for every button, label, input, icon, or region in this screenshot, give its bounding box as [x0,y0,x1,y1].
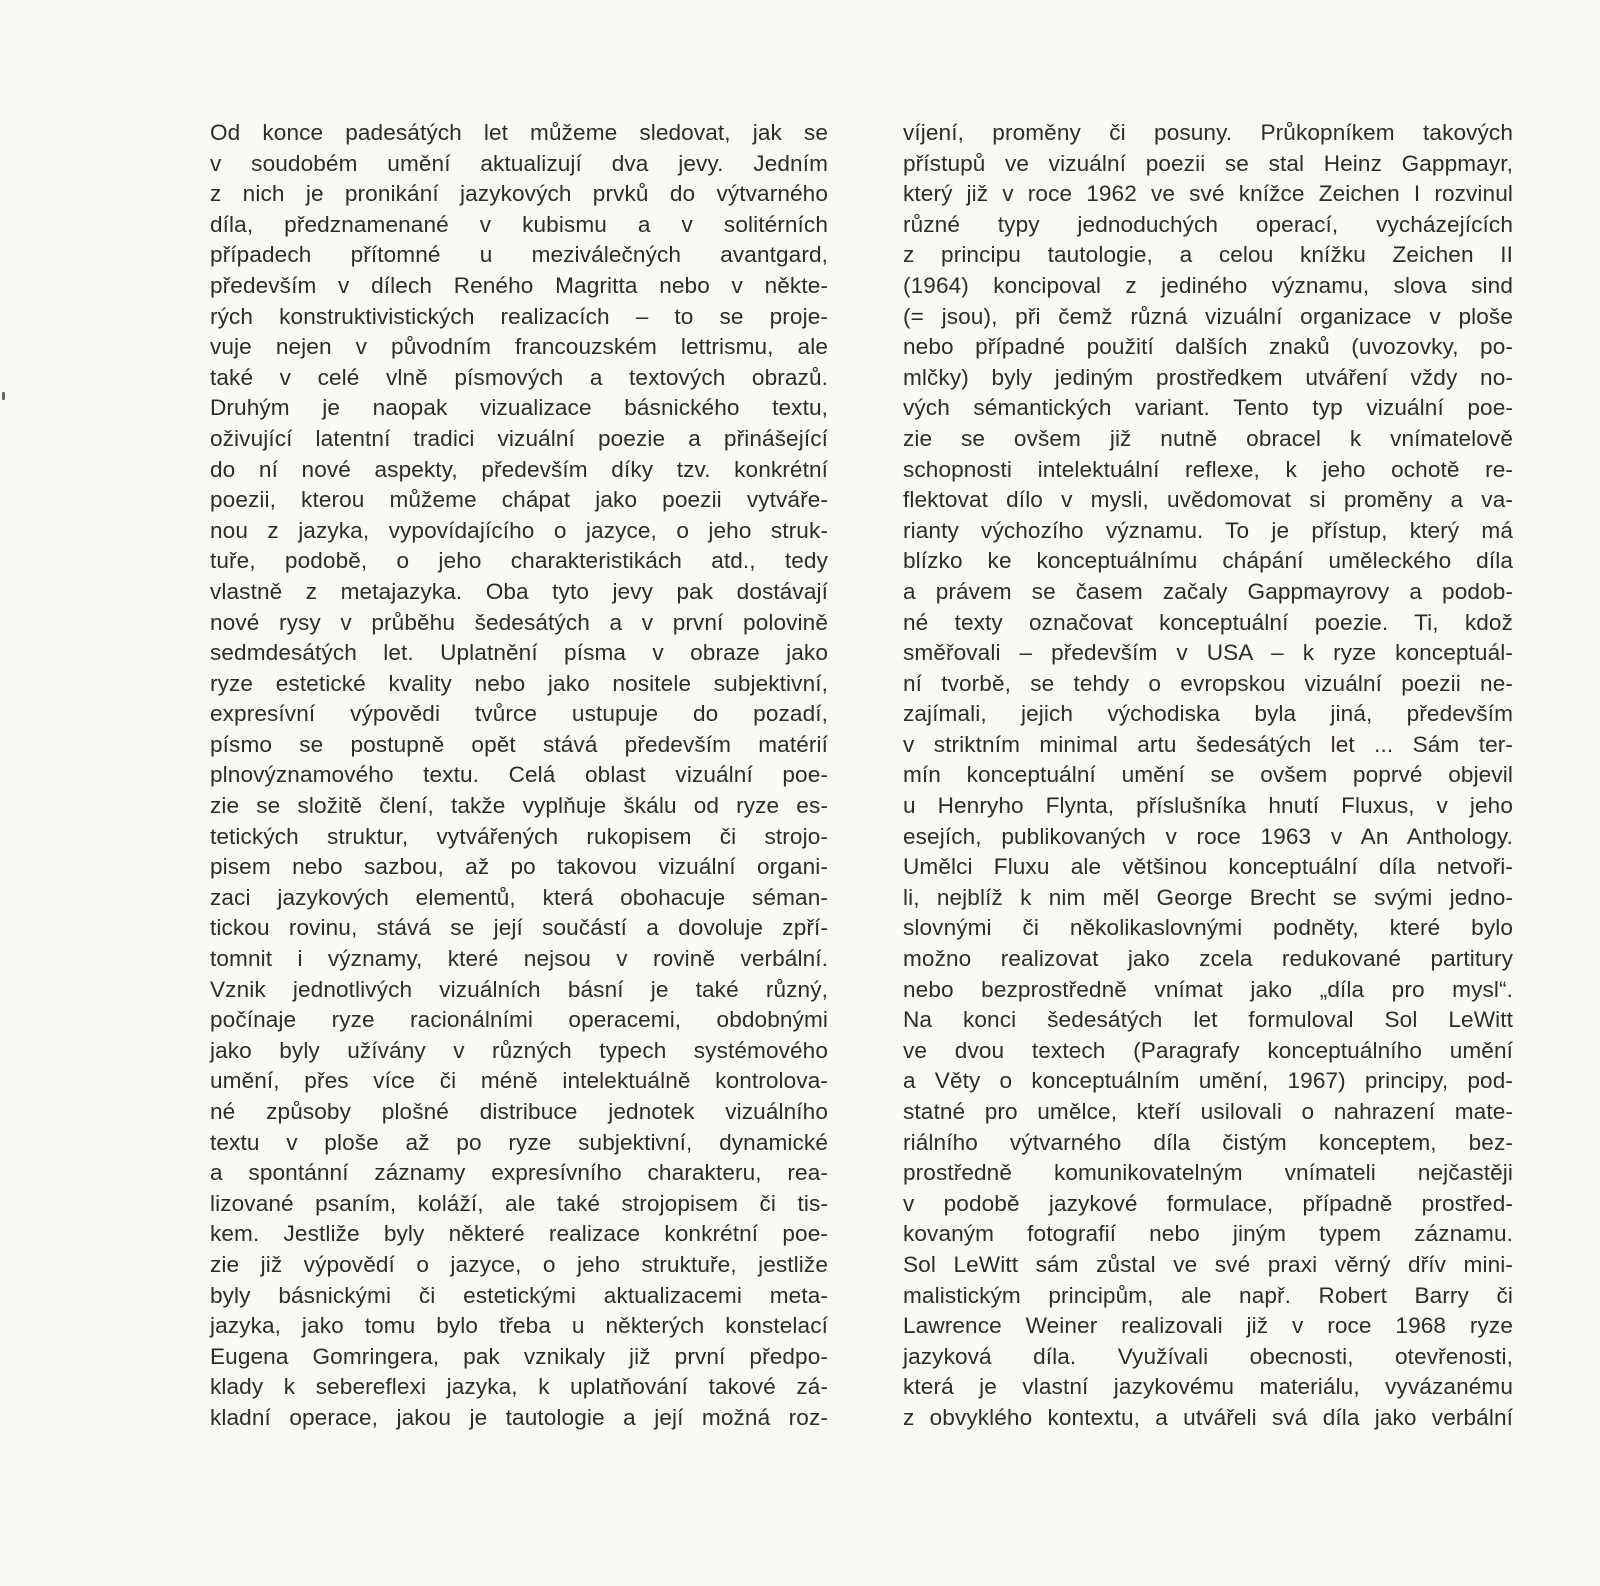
left-column-line: písmo se postupně opět stává především matérií [210,731,828,757]
right-column-line: zajímali, jejich východiska byla jiná, především [903,701,1513,727]
left-column-line: sedmdesátých let. Uplatnění písma v obraze jako [210,640,828,666]
right-column-line: která je vlastní jazykovému materiálu, vyvázanému [903,1374,1513,1400]
left-column-line: né způsoby plošné distribuce jednotek vizuálního [210,1099,828,1124]
left-column-line: ryze estetické kvality nebo jako nositele subjektivní, [210,670,828,696]
right-column-line: Sol LeWitt sám zůstal ve své praxi věrný dřív mini- [903,1251,1513,1277]
left-column-line: z nich je pronikání jazykových prvků do výtvarného [210,181,828,207]
right-column-line: slovnými či několikaslovnými podněty, které bylo [903,915,1513,941]
right-column-line: směřovali – především v USA – k ryze konceptuál- [903,640,1513,666]
left-column-line: klady k sebereflexi jazyka, k uplatňování takové zá- [210,1374,828,1400]
left-column-line: Od konce padesátých let můžeme sledovat, jak se [210,120,828,145]
left-column-line: kem. Jestliže byly některé realizace konkrétní poe- [210,1221,828,1247]
right-column-line: né texty označovat konceptuální poezie. Ti, kdož [903,609,1513,635]
left-column-line: v soudobém umění aktualizují dva jevy. Jedním [210,150,828,176]
right-column-line: v podobě jazykové formulace, případně prostřed- [903,1190,1513,1216]
left-column-line: a spontánní záznamy expresívního charakteru, rea- [210,1160,828,1186]
left-column-line: především v dílech Reného Magritta nebo v někte- [210,272,828,298]
left-column-line: byly básnickými či estetickými aktualizacemi meta- [210,1282,828,1308]
left-column-line: Eugena Gomringera, pak vznikaly již první předpo- [210,1343,828,1369]
right-column-line: riálního výtvarného díla čistým konceptem, bez- [903,1129,1513,1155]
left-column-line: díla, předznamenané v kubismu a v solitérních [210,211,828,237]
left-column-line: tickou rovinu, stává se její součástí a dovoluje zpří- [210,915,828,941]
right-text-column [903,118,1513,1434]
right-column-line: Lawrence Weiner realizovali již v roce 1968 ryze [903,1313,1513,1339]
left-column-line: umění, přes více či méně intelektuálně kontrolova- [210,1068,828,1094]
right-column-line: u Henryho Flynta, příslušníka hnutí Fluxus, v jeho [903,793,1513,819]
left-column-line: tomnit i významy, které nejsou v rovině verbální. [210,946,828,972]
left-column-line: zie již výpovědí o jazyce, o jeho struktuře, jestliže [210,1251,828,1277]
right-column-line: mlčky) byly jediným prostředkem utváření vždy no- [903,364,1513,390]
left-column-line: pisem nebo sazbou, až po takovou vizuální organi- [210,854,828,880]
right-column-line: víjení, proměny či posuny. Průkopníkem takových [903,120,1513,145]
right-column-line: li, nejblíž k nim měl George Brecht se svými jedno- [903,884,1513,910]
left-column-line: Druhým je naopak vizualizace básnického textu, [210,395,828,421]
left-column-line: textu v ploše až po ryze subjektivní, dynamické [210,1129,828,1155]
left-column-line: zaci jazykových elementů, která obohacuje séman- [210,884,828,910]
right-column-line: esejích, publikovaných v roce 1963 v An Anthology. [903,823,1513,849]
right-column-line: rianty výchozího významu. To je přístup, který má [903,517,1513,543]
right-column-line: a právem se časem začaly Gappmayrovy a podob- [903,578,1513,604]
right-column-line: malistickým principům, ale např. Robert Barry či [903,1282,1513,1308]
right-column-line: zie se ovšem již nutně obracel k vnímatelově [903,425,1513,451]
left-column-line: plnovýznamového textu. Celá oblast vizuální poe- [210,762,828,788]
right-column-line: schopnosti intelektuální reflexe, k jeho ochotě re- [903,456,1513,482]
left-column-line: expresívní výpovědi tvůrce ustupuje do pozadí, [210,701,828,727]
right-column-line: v striktním minimal artu šedesátých let ... Sám ter- [903,731,1513,757]
left-column-line: jazyka, jako tomu bylo třeba u některých konstelací [210,1313,828,1339]
left-column-line: tetických struktur, vytvářených rukopisem či strojo- [210,823,828,849]
right-column-line: jazyková díla. Využívali obecnosti, otevřenosti, [903,1343,1513,1369]
left-column-line: Vznik jednotlivých vizuálních básní je také různý, [210,976,828,1002]
left-column-line: jako byly užívány v různých typech systémového [210,1037,828,1063]
right-column-line: z obvyklého kontextu, a utvářeli svá díla jako verbální [903,1404,1513,1430]
left-column-line: nou z jazyka, vypovídajícího o jazyce, o jeho struk- [210,517,828,543]
right-column-line: nebo případné použití dalších znaků (uvozovky, po- [903,334,1513,360]
left-column-line: rých konstruktivistických realizacích – to se proje- [210,303,828,329]
right-column-line: (1964) koncipoval z jediného významu, slova sind [903,272,1513,298]
left-column-line: případech přítomné u meziválečných avantgard, [210,242,828,268]
left-column-line: poezii, kterou můžeme chápat jako poezii vytváře- [210,487,828,513]
right-column-line: prostředně komunikovatelným vnímateli nejčastěji [903,1160,1513,1186]
right-column-line: a Věty o konceptuálním umění, 1967) principy, pod- [903,1068,1513,1094]
left-column-line: tuře, podobě, o jeho charakteristikách atd., tedy [210,548,828,574]
right-column-line: kovaným fotografií nebo jiným typem záznamu. [903,1221,1513,1247]
right-column-line: možno realizovat jako zcela redukované partitury [903,946,1513,972]
right-column-line: vých sémantických variant. Tento typ vizuální poe- [903,395,1513,421]
right-column-line: statné pro umělce, kteří usilovali o nahrazení mate- [903,1099,1513,1124]
right-column-line: blízko ke konceptuálnímu chápání uměleckého díla [903,548,1513,574]
left-column-line: kladní operace, jakou je tautologie a její možná roz- [210,1404,828,1430]
left-column-line: lizované psaním, koláží, ale také strojopisem či tis- [210,1190,828,1216]
right-column-line: z principu tautologie, a celou knížku Zeichen II [903,242,1513,268]
left-column-line: nové rysy v průběhu šedesátých a v první polovině [210,609,828,635]
right-column-line: Umělci Fluxu ale většinou konceptuální díla netvoři- [903,854,1513,880]
right-column-line: různé typy jednoduchých operací, vycházejících [903,211,1513,237]
right-column-line: (= jsou), při čemž různá vizuální organizace v ploše [903,303,1513,329]
right-column-line: přístupů ve vizuální poezii se stal Heinz Gappmayr, [903,150,1513,176]
left-column-line: vlastně z metajazyka. Oba tyto jevy pak dostávají [210,578,828,604]
left-text-column [210,118,828,1434]
right-column-line: Na konci šedesátých let formuloval Sol LeWitt [903,1007,1513,1033]
left-column-line: počínaje ryze racionálními operacemi, obdobnými [210,1007,828,1033]
right-column-line: ní tvorbě, se tehdy o evropskou vizuální poezii ne- [903,670,1513,696]
left-column-line: oživující latentní tradici vizuální poezie a přinášející [210,425,828,451]
right-column-line: mín konceptuální umění se ovšem poprvé objevil [903,762,1513,788]
right-column-line: ve dvou textech (Paragrafy konceptuálního umění [903,1037,1513,1063]
left-column-line: do ní nové aspekty, především díky tzv. konkrétní [210,456,828,482]
right-column-line: který již v roce 1962 ve své knížce Zeichen I rozvinul [903,181,1513,207]
right-column-line: nebo bezprostředně vnímat jako „díla pro mysl“. [903,976,1513,1002]
page-edge-mark [2,392,5,400]
left-column-line: také v celé vlně písmových a textových obrazů. [210,364,828,390]
right-column-line: flektovat dílo v mysli, uvědomovat si proměny a va- [903,487,1513,513]
left-column-line: zie se složitě člení, takže vyplňuje škálu od ryze es- [210,793,828,819]
left-column-line: vuje nejen v původním francouzském lettrismu, ale [210,334,828,360]
